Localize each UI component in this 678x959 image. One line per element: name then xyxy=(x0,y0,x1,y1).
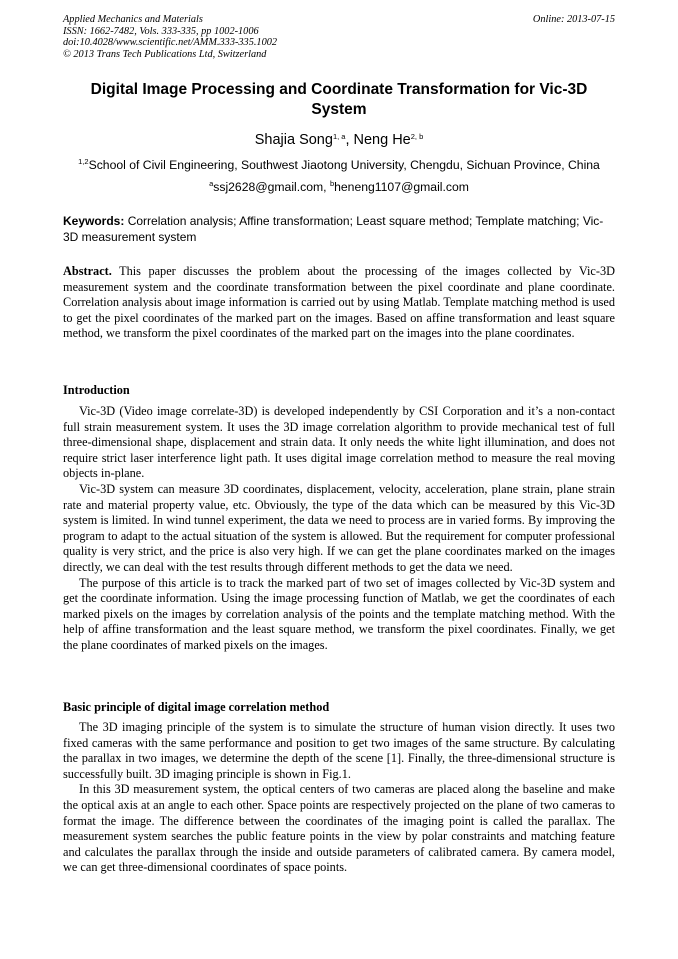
abstract-label: Abstract. xyxy=(63,264,112,278)
paper-title: Digital Image Processing and Coordinate Transformation for Vic-3D System xyxy=(90,81,588,118)
author-separator: , xyxy=(345,132,354,148)
journal-name: Applied Mechanics and Materials xyxy=(63,14,203,25)
affiliation-text: School of Civil Engineering, Southwest Jiaotong University, Chengdu, Sichuan Province, China xyxy=(88,158,600,172)
email-b-marker: b xyxy=(329,179,335,188)
affiliation xyxy=(63,157,615,173)
email-a-marker: a xyxy=(209,179,214,188)
doi-line: doi:10.4028/www.scientific.net/AMM.333-335.1002 xyxy=(63,37,278,49)
copyright-line: © 2013 Trans Tech Publications Ltd, Switzerland xyxy=(63,48,267,60)
introduction-body xyxy=(63,404,615,654)
keywords-label: Keywords: xyxy=(63,214,125,228)
issn-line: ISSN: 1662-7482, Vols. 333-335, pp 1002-1006 xyxy=(63,25,259,37)
author-1: Shajia Song xyxy=(254,132,333,148)
paragraph: Vic-3D (Video image correlate-3D) is developed independently by CSI Corporation and it’s a non-contact full strain measurement system. It uses the 3D image correlation algorithm to provide mechanical test of full three-dimensional shape, displacement and strain data. It only needs the white light illumination, and does not require strict laser interference light path. It uses digital image correlation method to measure the real moving objects in-plane. xyxy=(63,404,615,481)
author-2-marker: 2, b xyxy=(410,132,424,141)
paragraph: The purpose of this article is to track the marked part of two set of images collected by Vic-3D system and get the coordinate information. Using the image processing function of Matlab, we get the coordinates of each marked pixels on the images by correlation analysis of the points and the template matching method. With the help of affine transformation and the least square method, we transform the pixel coordinates. Finally, we get the plane coordinates of marked pixels on the images. xyxy=(63,575,615,652)
section-heading-basic-principle: Basic principle of digital image correlation method xyxy=(63,700,330,714)
author-2: Neng He xyxy=(353,132,411,148)
journal-header xyxy=(63,14,615,60)
affiliation-marker: 1,2 xyxy=(78,157,89,166)
keywords-text: Correlation analysis; Affine transformation; Least square method; Template matching; Vic-3D measurement system xyxy=(63,214,604,244)
author-line xyxy=(63,131,615,149)
abstract xyxy=(63,264,615,342)
email-a[interactable]: ssj2628@gmail.com, xyxy=(213,180,330,194)
paragraph: Vic-3D system can measure 3D coordinates, displacement, velocity, acceleration, plane strain, plane strain rate and material property value, etc. Obviously, the type of the data which can be measured by this Vic-3D system is limited. In wind tunnel experiment, the data we need to process are in varied forms. By improving the program to adapt to the actual situation of the system is allowed. But the requirement for computer professional quality is very strict, and the price is also very high. If we can get the plane coordinates marked on the images directly, we can deal with the test results through different methods to get the data we need. xyxy=(63,481,615,574)
email-line xyxy=(63,179,615,195)
paragraph: The 3D imaging principle of the system is to simulate the structure of human vision directly. It uses two fixed cameras with the same performance and position to get two images of the same structure. By calculating the parallax in two images, we determine the depth of the scene [1]. Finally, the three-dimensional structure is successfully built. 3D imaging principle is shown in Fig.1. xyxy=(63,720,615,781)
keywords xyxy=(63,213,615,245)
paragraph: In this 3D measurement system, the optical centers of two cameras are placed along the baseline and make the optical axis at an angle to each other. Space points are respectively projected on the plane of two cameras to format the image. The difference between the coordinates of the imaging point is called the parallax. The measurement system searches the public feature points in the view by polar constraints and matching feature and calculates the parallax through the inside and outside parameters of calibrated camera. By camera model, we can get three-dimensional coordinates of space points. xyxy=(63,782,615,875)
email-b[interactable]: heneng1107@gmail.com xyxy=(334,180,469,194)
basic-principle-body xyxy=(63,720,615,876)
abstract-text: This paper discusses the problem about the processing of the images collected by Vic-3D measurement system and the coordinate transformation between the pixel coordinate and plane coordinate. Correlation analysis about image information is carried out by using Matlab. Template matching method is used to get the pixel coordinates of the marked part on the images. Based on affine transformation and least square method, we transform the pixel coordinates of the marked part on the images into the plane coordinates. xyxy=(63,264,615,341)
online-date: Online: 2013-07-15 xyxy=(532,14,615,25)
section-heading-introduction: Introduction xyxy=(63,383,130,397)
author-1-marker: 1, a xyxy=(332,132,346,141)
